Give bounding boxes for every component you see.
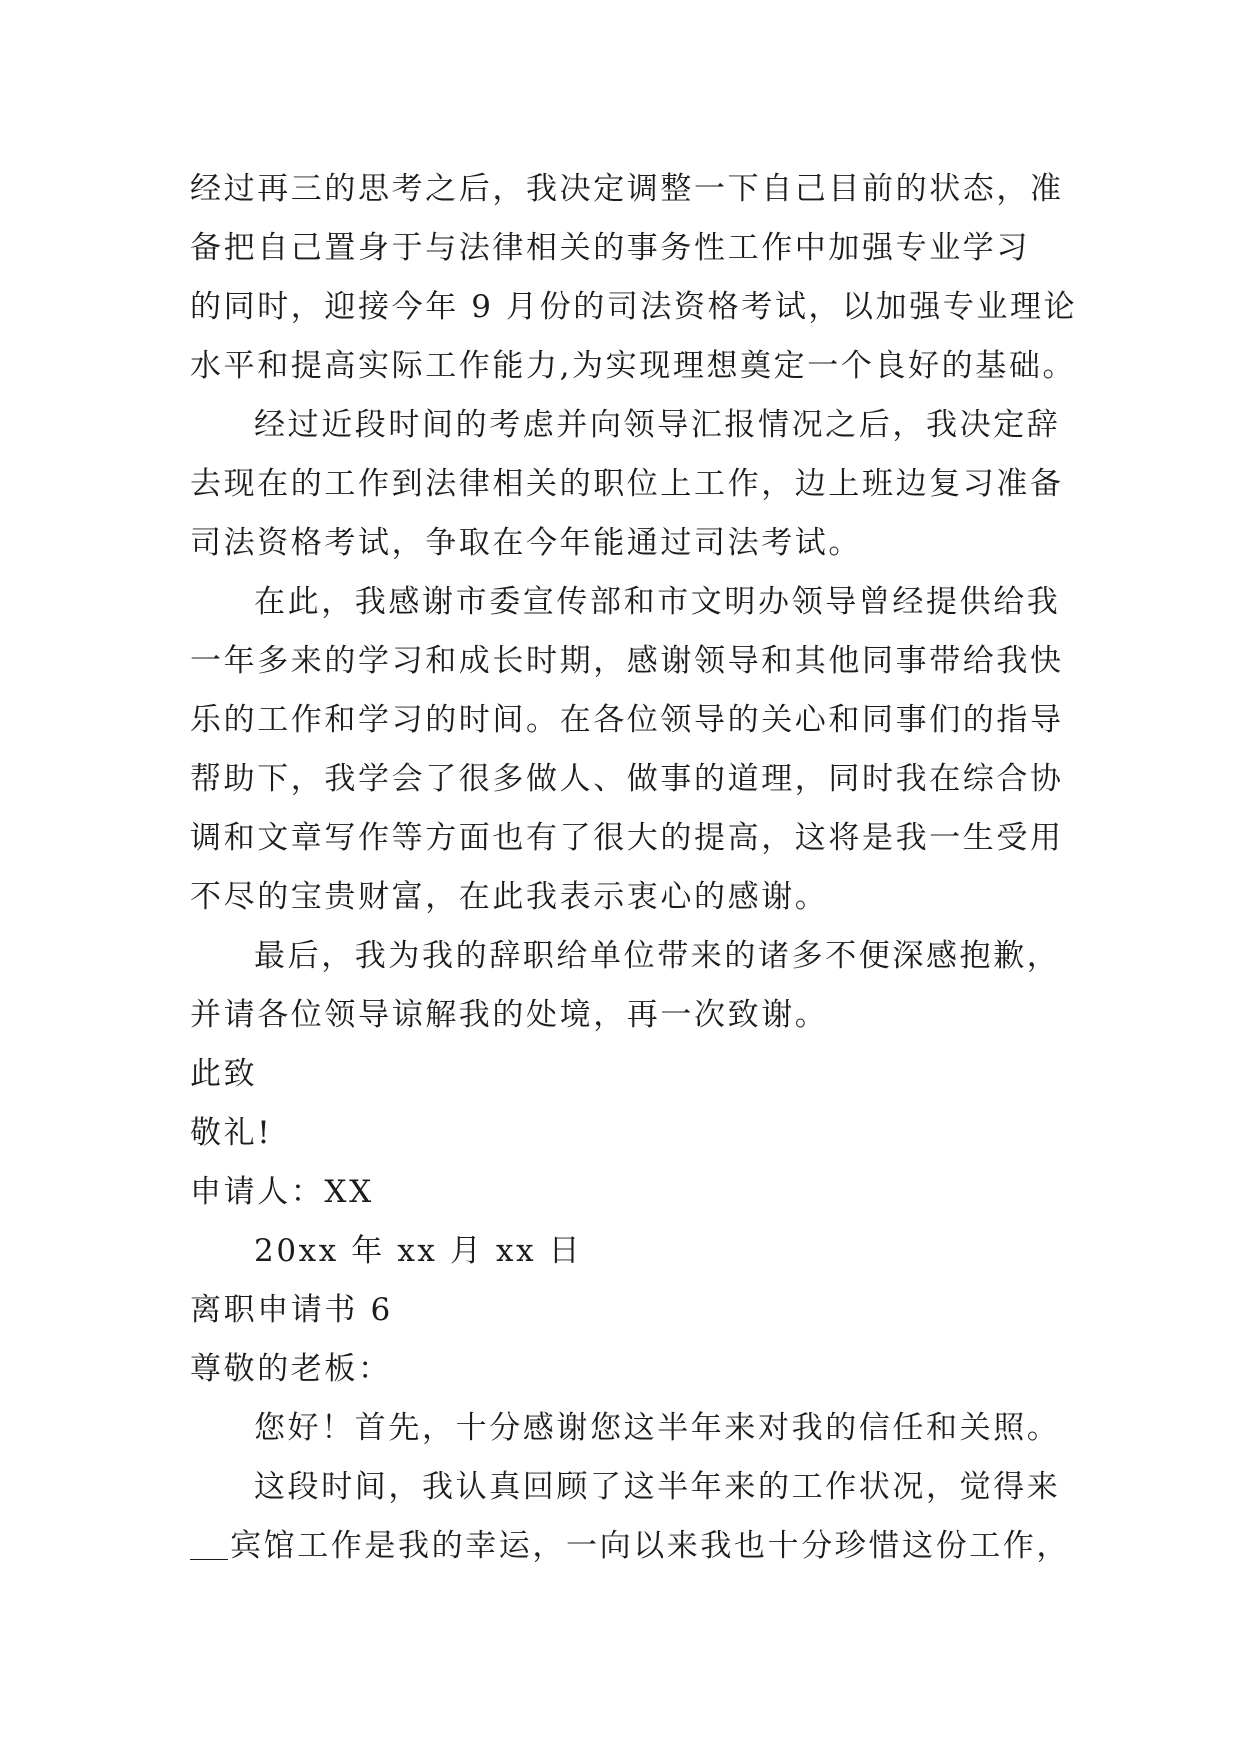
paragraph-line: 这段时间，我认真回顾了这半年来的工作状况，觉得来: [254, 1469, 1061, 1505]
paragraph-line: 乐的工作和学习的时间。在各位领导的关心和同事们的指导: [190, 702, 1064, 738]
paragraph-line: 在此，我感谢市委宣传部和市文明办领导曾经提供给我: [254, 584, 1061, 620]
paragraph-line: 水平和提高实际工作能力,为实现理想奠定一个良好的基础。: [190, 348, 1077, 384]
paragraph-line: 调和文章写作等方面也有了很大的提高，这将是我一生受用: [190, 820, 1064, 856]
applicant-name: 申请人：XX: [190, 1174, 374, 1210]
paragraph-line: 一年多来的学习和成长时期，感谢领导和其他同事带给我快: [190, 643, 1064, 679]
paragraph-line: 司法资格考试，争取在今年能通过司法考试。: [190, 525, 862, 561]
paragraph-line: 备把自己置身于与法律相关的事务性工作中加强专业学习: [190, 230, 1030, 266]
fill-in-blank: [190, 1529, 228, 1560]
paragraph-line: 您好！首先，十分感谢您这半年来对我的信任和关照。: [254, 1410, 1061, 1446]
signature-date: 20xx 年 xx 月 xx 日: [254, 1233, 583, 1269]
paragraph-line: 不尽的宝贵财富，在此我表示衷心的感谢。: [190, 879, 829, 915]
paragraph-line-text: 宾馆工作是我的幸运，一向以来我也十分珍惜这份工作，: [230, 1528, 1070, 1564]
paragraph-line: 经过再三的思考之后，我决定调整一下自己目前的状态，准: [190, 171, 1064, 207]
paragraph-line: 的同时，迎接今年 9 月份的司法资格考试，以加强专业理论: [190, 289, 1078, 325]
closing-regards: 敬礼!: [190, 1115, 273, 1151]
paragraph-line: 帮助下，我学会了很多做人、做事的道理，同时我在综合协: [190, 761, 1064, 797]
paragraph-line-with-blank: [190, 1517, 1070, 1576]
letter-greeting: 尊敬的老板：: [190, 1351, 392, 1387]
paragraph-line: 经过近段时间的考虑并向领导汇报情况之后，我决定辞: [254, 407, 1061, 443]
document-body: [190, 160, 1078, 1576]
section-heading: 离职申请书 6: [190, 1292, 393, 1328]
paragraph-line: 最后，我为我的辞职给单位带来的诸多不便深感抱歉，: [254, 938, 1061, 974]
closing-salutation: 此致: [190, 1056, 258, 1092]
paragraph-line: 并请各位领导谅解我的处境，再一次致谢。: [190, 997, 829, 1033]
paragraph-line: 去现在的工作到法律相关的职位上工作，边上班边复习准备: [190, 466, 1064, 502]
